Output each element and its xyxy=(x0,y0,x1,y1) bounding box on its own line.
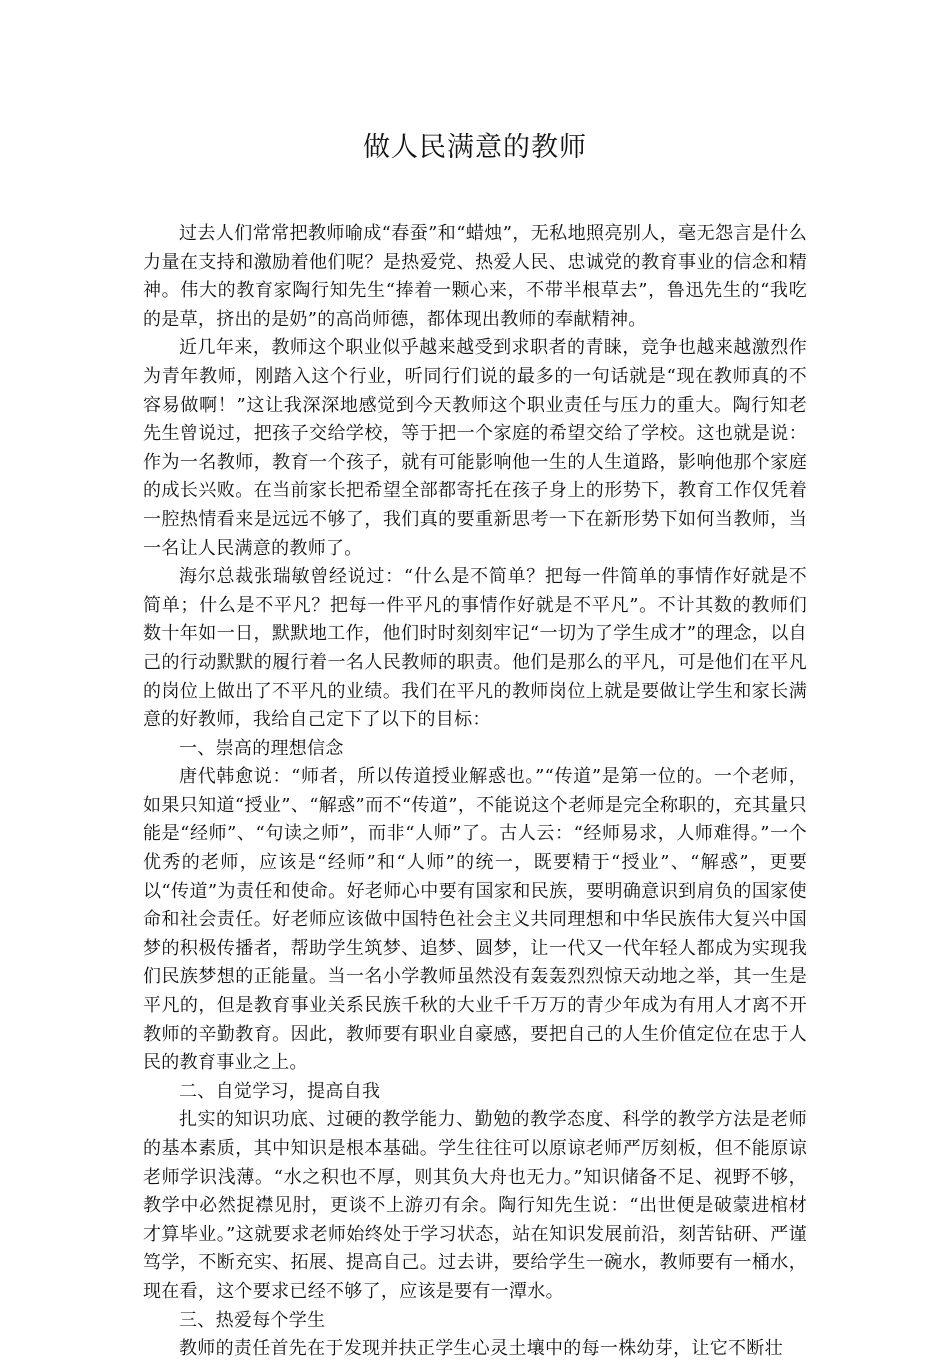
document-body xyxy=(143,220,807,1364)
section-text-learning: 扎实的知识功底、过硬的教学能力、勤勉的教学态度、科学的教学方法是老师的基本素质，其中知识是根本基础。学生往往可以原谅老师严厉刻板，但不能原谅老师学识浅薄。“水之积也不厚，则其负大舟也无力。”知识储备不足、视野不够，教学中必然捉襟见肘，更谈不上游刃有余。陶行知先生说：“出世便是破蒙进棺材才算毕业。”这就要求老师始终处于学习状态，站在知识发展前沿，刻苦钻研、严谨笃学，不断充实、拓展、提高自己。过去讲，要给学生一碗水，教师要有一桶水，现在看，这个要求已经不够了，应该是要有一潭水。 xyxy=(143,1109,807,1302)
paragraph-intro: 过去人们常常把教师喻成“春蚕”和“蜡烛”，无私地照亮别人，毫无怨言是什么力量在支持和激励着他们呢？是热爱党、热爱人民、忠诚党的教育事业的信念和精神。伟大的教育家陶行知先生“捧着一颗心来，不带半根草去”，鲁迅先生的“我吃的是草，挤出的是奶”的高尚师德，都体现出教师的奉献精神。 xyxy=(143,223,807,330)
paragraph-haier-quote: 海尔总裁张瑞敏曾经说过：“什么是不简单？把每一件简单的事情作好就是不简单；什么是不平凡？把每一件平凡的事情作好就是不平凡”。不计其数的教师们数十年如一日，默默地工作，他们时时刻刻牢记“一切为了学生成才”的理念，以自己的行动默默的履行着一名人民教师的职责。他们是那么的平凡，可是他们在平凡的岗位上做出了不平凡的业绩。我们在平凡的教师岗位上就是要做让学生和家长满意的好教师，我给自己定下了以下的目标： xyxy=(143,566,807,731)
section-text-ideals: 唐代韩愈说：“师者，所以传道授业解惑也。”“传道”是第一位的。一个老师，如果只知道“授业”、“解惑”而不“传道”，不能说这个老师是完全称职的，充其量只能是“经师”、“句读之师”，而非“人师”了。古人云：“经师易求，人师难得。”一个优秀的老师，应该是“经师”和“人师”的统一，既要精于“授业”、“解惑”，更要以“传道”为责任和使命。好老师心中要有国家和民族，要明确意识到肩负的国家使命和社会责任。好老师应该做中国特色社会主义共同理想和中华民族伟大复兴中国梦的积极传播者，帮助学生筑梦、追梦、圆梦，让一代又一代年轻人都成为实现我们民族梦想的正能量。当一名小学教师虽然没有轰轰烈烈惊天动地之举，其一生是平凡的，但是教育事业关系民族千秋的大业千千万万的青少年成为有用人才离不开教师的辛勤教育。因此，教师要有职业自豪感，要把自己的人生价值定位在忠于人民的教育事业之上。 xyxy=(143,766,807,1074)
document-title: 做人民满意的教师 xyxy=(363,132,587,163)
section-heading-learning: 二、自觉学习，提高自我 xyxy=(179,1080,381,1102)
paragraph-recent-years: 近几年来，教师这个职业似乎越来越受到求职者的青睐，竞争也越来越激烈作为青年教师，刚踏入这个行业，听同行们说的最多的一句话就是“现在教师真的不容易做啊！”这让我深深地感觉到今天教师这个职业责任与压力的重大。陶行知老先生曾说过，把孩子交给学校，等于把一个家庭的希望交给了学校。这也就是说：作为一名教师，教育一个孩子，就有可能影响他一生的人生道路，影响他那个家庭的成长兴败。在当前家长把希望全部都寄托在孩子身上的形势下，教育工作仅凭着一腔热情看来是远远不够了，我们真的要重新思考一下在新形势下如何当教师，当一名让人民满意的教师了。 xyxy=(143,337,807,559)
section-heading-ideals: 一、崇高的理想信念 xyxy=(179,737,344,759)
section-heading-love-students: 三、热爱每个学生 xyxy=(179,1309,326,1331)
section-text-love-students: 教师的责任首先在于发现并扶正学生心灵土壤中的每一株幼芽，让它不断壮 xyxy=(179,1338,783,1360)
